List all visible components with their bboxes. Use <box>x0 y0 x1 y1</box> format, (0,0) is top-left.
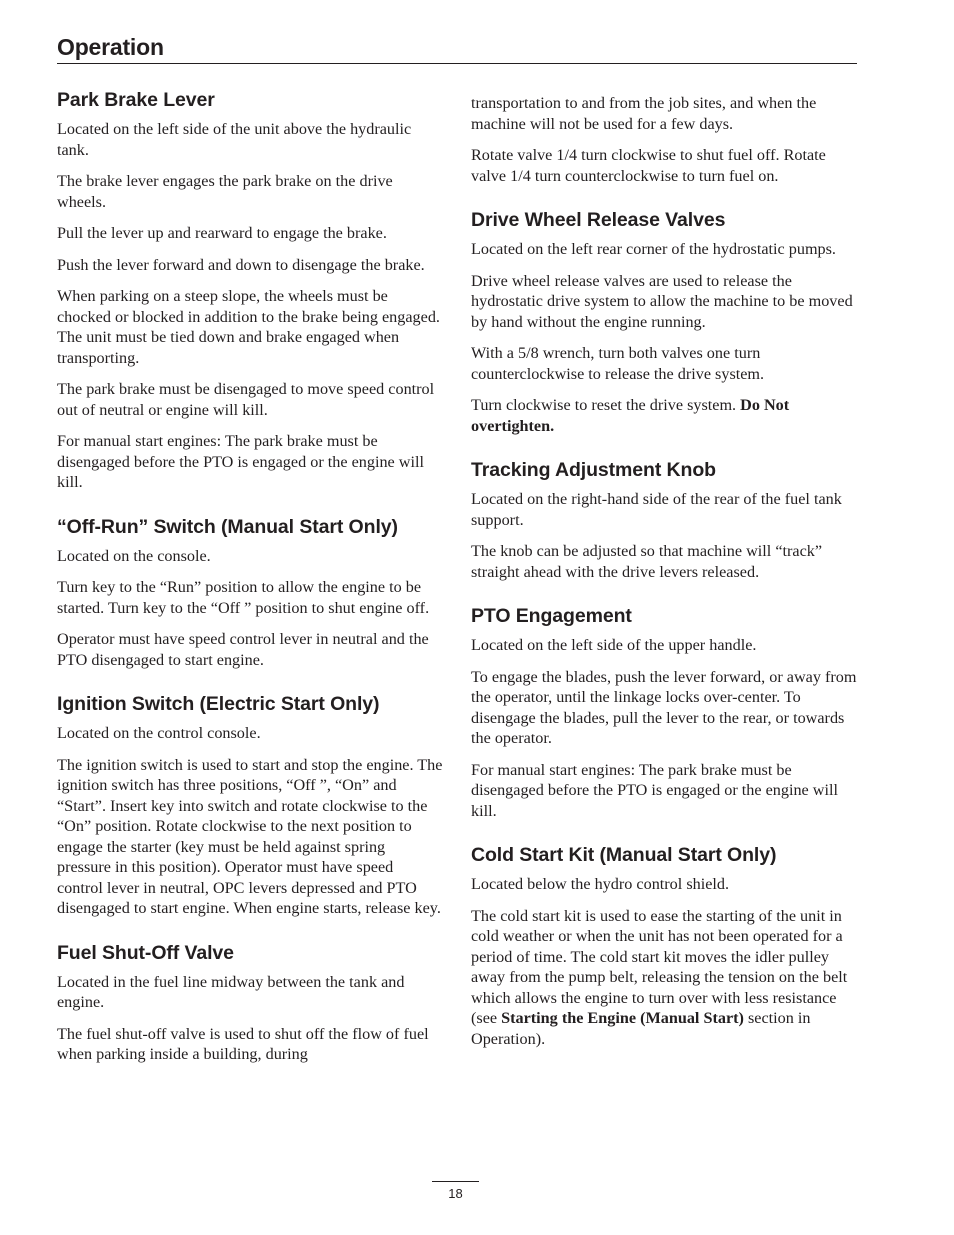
paragraph: Located on the left rear corner of the hydrostatic pumps. <box>471 240 836 258</box>
paragraph: Operator must have speed control lever in neutral and the PTO disengaged to start engine. <box>57 630 429 669</box>
paragraph: Drive wheel release valves are used to release the hydrostatic drive system to allow the machine to be moved by hand without the engine running. <box>471 271 853 331</box>
pto-engagement-section <box>471 604 861 821</box>
paragraph: transportation to and from the job sites, and when the machine will not be used for a few days. <box>471 94 817 133</box>
paragraph: Rotate valve 1/4 turn clockwise to shut fuel off. Rotate valve 1/4 turn counterclockwise to turn fuel on. <box>471 146 826 185</box>
paragraph: The knob can be adjusted so that machine will “track” straight ahead with the drive levers released. <box>471 542 823 581</box>
paragraph-text: Turn clockwise to reset the drive system. <box>471 396 741 414</box>
paragraph: When parking on a steep slope, the wheels must be chocked or blocked in addition to the brake being engaged. The unit must be tied down and brake engaged when transporting. <box>57 287 440 367</box>
fuel-shutoff-section <box>57 941 443 1065</box>
paragraph: To engage the blades, push the lever forward, or away from the operator, until the linkage locks over-center. To disengage the blades, pull the lever to the rear, or towards the operator. <box>471 667 857 747</box>
cold-start-heading: Cold Start Kit (Manual Start Only) <box>471 844 777 866</box>
paragraph: Located below the hydro control shield. <box>471 875 730 893</box>
paragraph-text: section in Operation). <box>471 1009 811 1048</box>
paragraph: With a 5/8 wrench, turn both valves one turn counterclockwise to release the drive system. <box>471 344 765 383</box>
paragraph: The fuel shut-off valve is used to shut off the flow of fuel when parking inside a building, during <box>57 1024 429 1063</box>
paragraph: Push the lever forward and down to disengage the brake. <box>57 255 425 274</box>
park-brake-section <box>57 88 443 493</box>
paragraph: Located on the console. <box>57 546 211 565</box>
paragraph: The park brake must be disengaged to move speed control out of neutral or engine will kill. <box>57 380 435 419</box>
tracking-adjustment-section <box>471 458 861 582</box>
drive-wheel-release-heading: Drive Wheel Release Valves <box>471 209 726 231</box>
paragraph: Pull the lever up and rearward to engage the brake. <box>57 224 387 242</box>
paragraph: The ignition switch is used to start and stop the engine. The ignition switch has three positions, “Off ”, “On” and “Start”. Insert key into switch and rotate clockwise to the “On” position. Rotate clockwise to the next position to engage the starter (key must be held against spring pressure in this position). Operator must have speed control lever in neutral, OPC levers depressed and PTO disengaged to start engine. When engine starts, release key. <box>57 755 443 917</box>
warning-text: Do Not overtighten. <box>471 396 790 435</box>
pto-engagement-heading: PTO Engagement <box>471 605 632 627</box>
paragraph: The brake lever engages the park brake on the drive wheels. <box>57 172 393 211</box>
off-run-switch-heading: “Off-Run” Switch (Manual Start Only) <box>57 515 398 538</box>
footer-rule <box>432 1181 479 1182</box>
fuel-shutoff-continued <box>471 93 861 186</box>
fuel-shutoff-heading: Fuel Shut-Off Valve <box>57 941 234 964</box>
paragraph <box>471 906 861 1050</box>
paragraph: For manual start engines: The park brake must be disengaged before the PTO is engaged or the engine will kill. <box>471 760 838 820</box>
paragraph: Located on the control console. <box>57 724 261 742</box>
paragraph: Located on the left side of the upper handle. <box>471 636 757 654</box>
paragraph: Located on the right-hand side of the rear of the fuel tank support. <box>471 490 842 529</box>
paragraph: Located in the fuel line midway between the tank and engine. <box>57 972 405 1011</box>
cross-reference: Starting the Engine (Manual Start) <box>501 1009 744 1027</box>
drive-wheel-release-section <box>471 208 861 436</box>
tracking-adjustment-heading: Tracking Adjustment Knob <box>471 459 716 481</box>
page-number: 18 <box>448 1186 463 1201</box>
cold-start-section <box>471 843 861 1049</box>
off-run-switch-section <box>57 515 443 671</box>
paragraph: Turn key to the “Run” position to allow the engine to be started. Turn key to the “Off ” position to shut engine off. <box>57 578 430 617</box>
park-brake-heading: Park Brake Lever <box>57 89 215 111</box>
page-header <box>57 33 857 64</box>
left-column <box>57 84 443 1076</box>
ignition-switch-heading: Ignition Switch (Electric Start Only) <box>57 693 380 715</box>
ignition-switch-section <box>57 692 443 919</box>
paragraph: For manual start engines: The park brake must be disengaged before the PTO is engaged or the engine will kill. <box>57 432 424 491</box>
paragraph-text: The cold start kit is used to ease the starting of the unit in cold weather or when the unit has not been operated for a period of time. The cold start kit moves the idler pulley away from the pump belt, releasing the tension on the belt which allows the engine to turn over with less resistance (see <box>471 906 848 1027</box>
paragraph <box>471 395 861 436</box>
right-column <box>471 93 861 1060</box>
paragraph: Located on the left side of the unit above the hydraulic tank. <box>57 120 412 159</box>
page-title: Operation <box>57 34 164 60</box>
